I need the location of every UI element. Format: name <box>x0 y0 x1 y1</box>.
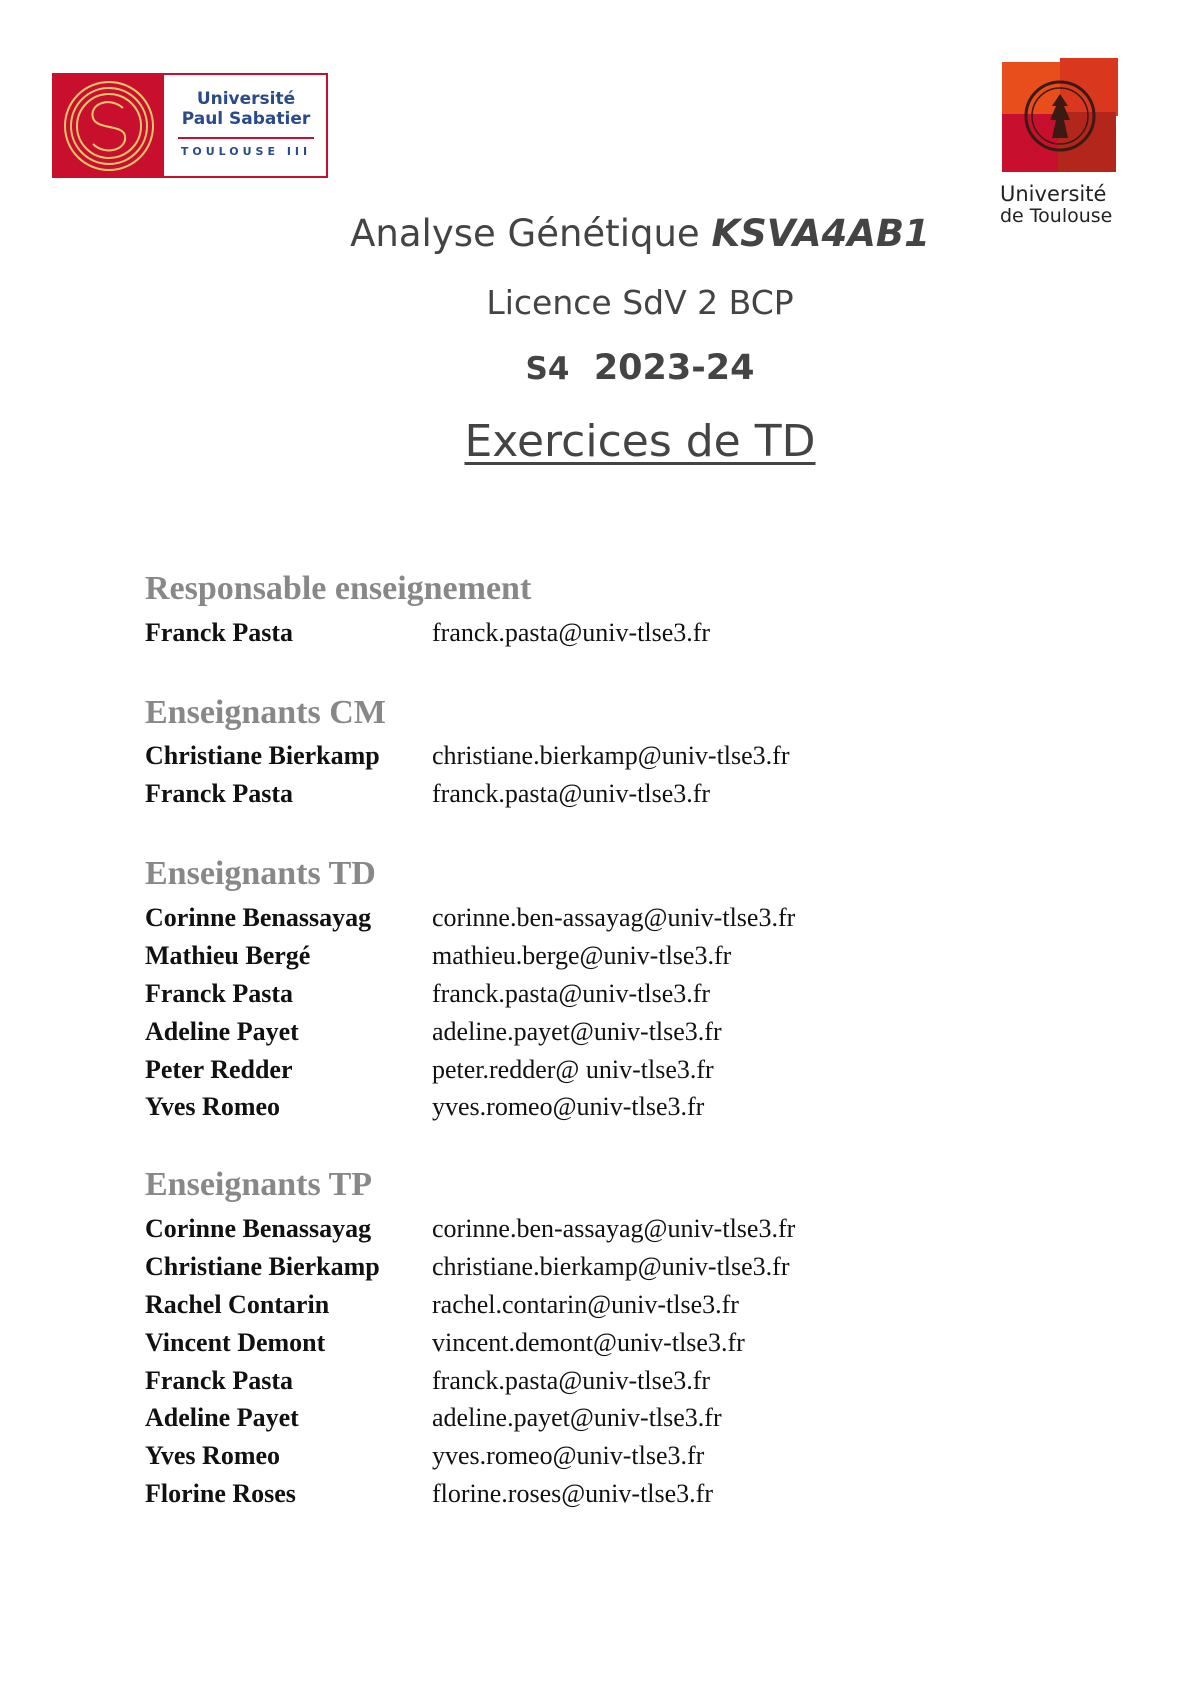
ups-logo-line2: Paul Sabatier <box>181 109 311 129</box>
course-code: KSVA4AB1 <box>711 212 930 255</box>
staff-email: adeline.payet@univ-tlse3.fr <box>432 1017 722 1046</box>
staff-name: Yves Romeo <box>145 1092 281 1121</box>
staff-email: mathieu.berge@univ-tlse3.fr <box>432 941 732 970</box>
staff-name: Mathieu Bergé <box>145 941 311 970</box>
staff-email: peter.redder@ univ-tlse3.fr <box>432 1055 714 1084</box>
staff-email: christiane.bierkamp@univ-tlse3.fr <box>432 741 790 770</box>
ups-logo-line3: TOULOUSE III <box>180 145 312 158</box>
staff-email: corinne.ben-assayag@univ-tlse3.fr <box>432 1214 796 1243</box>
staff-email: yves.romeo@univ-tlse3.fr <box>432 1092 705 1121</box>
staff-email: franck.pasta@univ-tlse3.fr <box>432 779 711 808</box>
staff-email: franck.pasta@univ-tlse3.fr <box>432 1366 711 1395</box>
staff-name: Christiane Bierkamp <box>145 741 380 770</box>
staff-email: franck.pasta@univ-tlse3.fr <box>432 979 711 1008</box>
staff-name: Vincent Demont <box>145 1328 326 1357</box>
section-title-cm: Enseignants CM <box>145 694 386 731</box>
staff-name: Franck Pasta <box>145 1366 294 1395</box>
section-title-tp: Enseignants TP <box>145 1166 373 1203</box>
staff-email: adeline.payet@univ-tlse3.fr <box>432 1403 722 1432</box>
staff-name: Rachel Contarin <box>145 1290 330 1319</box>
staff-name: Florine Roses <box>145 1479 296 1508</box>
logo-universite-de-toulouse <box>998 58 1122 227</box>
section-title-td: Enseignants TD <box>145 855 376 892</box>
licence-label: Licence SdV 2 BCP <box>486 283 794 322</box>
course-title <box>0 212 1200 255</box>
semester-label: S4 <box>525 351 570 387</box>
staff-name: Corinne Benassayag <box>145 1214 372 1243</box>
ups-logo-rule <box>178 137 314 139</box>
semester-year <box>0 348 1200 388</box>
document-title <box>0 416 1200 467</box>
year-label: 2023-24 <box>593 348 755 388</box>
document-title-text: Exercices de TD <box>464 416 816 467</box>
section-title-responsable: Responsable enseignement <box>145 570 532 607</box>
staff-name: Franck Pasta <box>145 979 294 1008</box>
staff-email: rachel.contarin@univ-tlse3.fr <box>432 1290 739 1319</box>
staff-name: Christiane Bierkamp <box>145 1252 380 1281</box>
ut-logo-line2: de Toulouse <box>1000 205 1113 227</box>
course-name: Analyse Génétique <box>350 212 700 255</box>
logo-universite-paul-sabatier <box>52 73 328 178</box>
staff-email: florine.roses@univ-tlse3.fr <box>432 1479 713 1508</box>
staff-email: christiane.bierkamp@univ-tlse3.fr <box>432 1252 790 1281</box>
staff-name: Adeline Payet <box>145 1017 299 1046</box>
ups-emblem-icon <box>54 75 164 176</box>
ut-logo-line1: Université <box>1000 182 1107 206</box>
ut-seal-icon <box>998 58 1122 178</box>
staff-name: Adeline Payet <box>145 1403 299 1432</box>
staff-email: vincent.demont@univ-tlse3.fr <box>432 1328 745 1357</box>
staff-name: Corinne Benassayag <box>145 903 372 932</box>
staff-email: corinne.ben-assayag@univ-tlse3.fr <box>432 903 796 932</box>
staff-name: Peter Redder <box>145 1055 293 1084</box>
staff-email: yves.romeo@univ-tlse3.fr <box>432 1441 705 1470</box>
staff-name: Franck Pasta <box>145 618 294 647</box>
staff-name: Yves Romeo <box>145 1441 281 1470</box>
staff-name: Franck Pasta <box>145 779 294 808</box>
staff-email: franck.pasta@univ-tlse3.fr <box>432 618 711 647</box>
ups-logo-line1: Université <box>196 89 296 109</box>
